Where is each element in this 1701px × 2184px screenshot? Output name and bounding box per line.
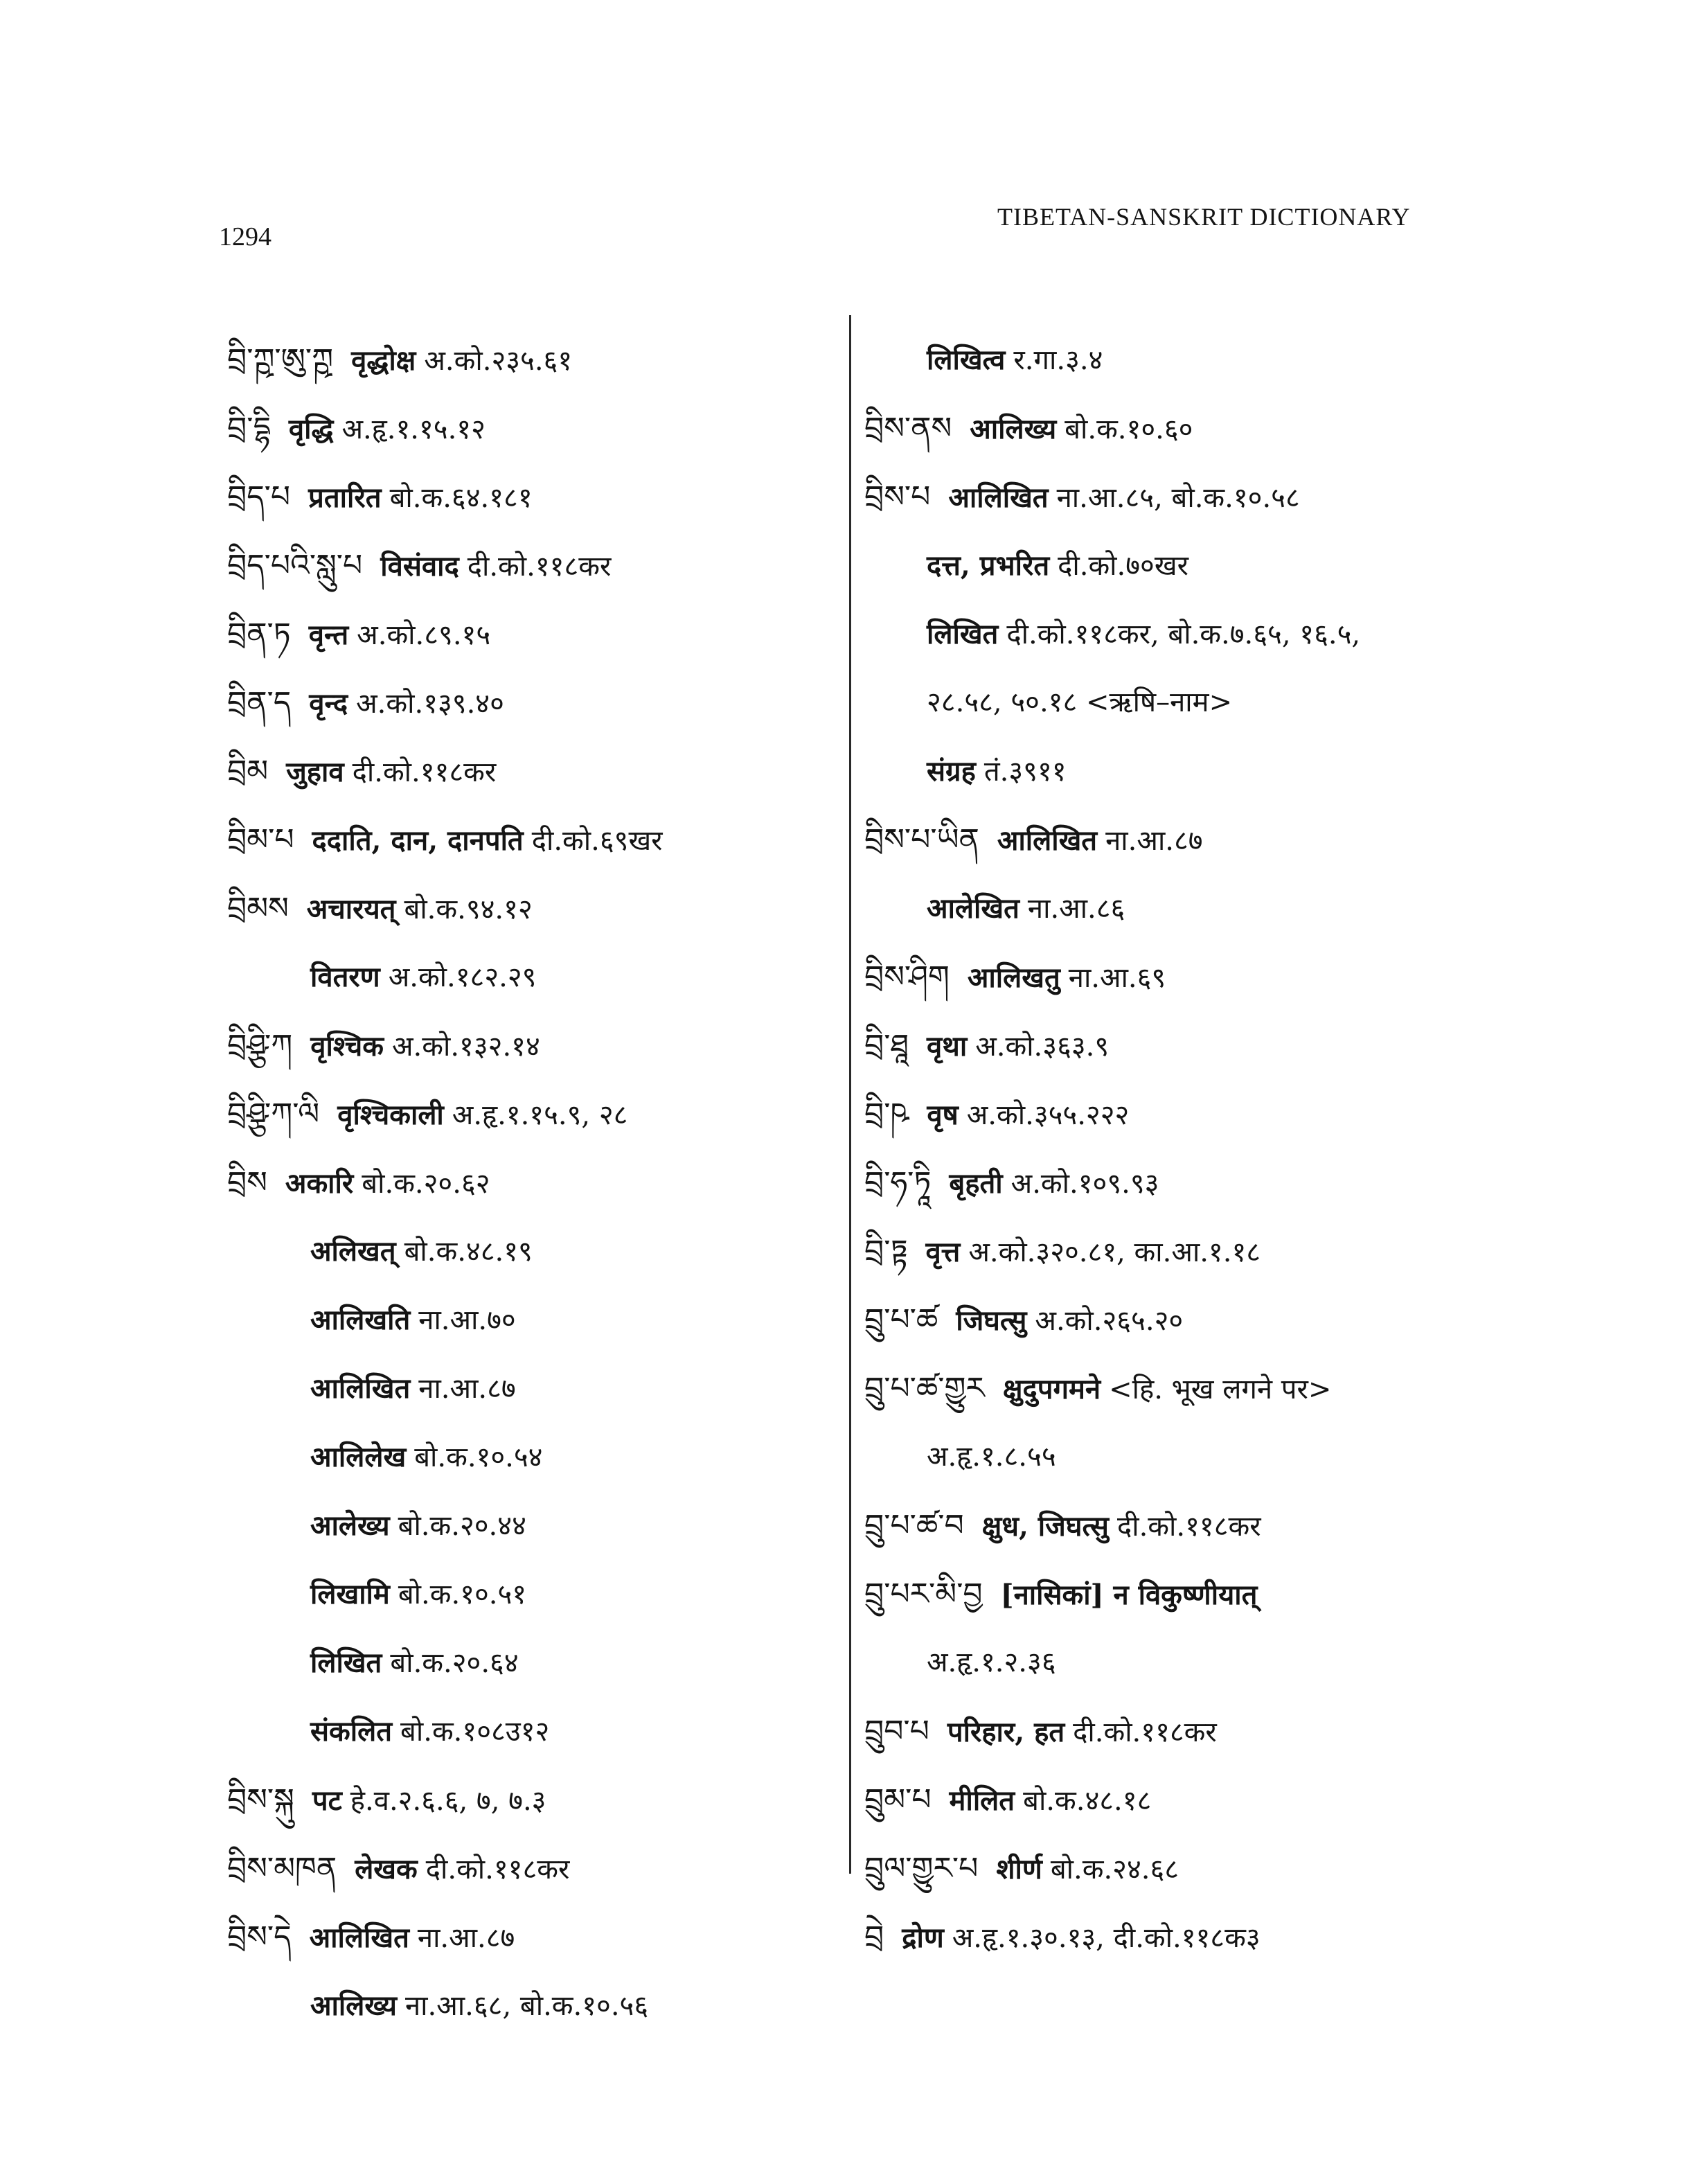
tibetan-headword: བྲིས་སྐུ <box>227 1782 294 1818</box>
sanskrit-term: आलिखित <box>997 824 1098 857</box>
source-reference: अ.को.२६५.२० <box>1035 1305 1184 1337</box>
dictionary-entry <box>227 531 837 600</box>
dictionary-entry <box>227 943 837 1011</box>
tibetan-headword: བྲིས་པ <box>864 479 931 515</box>
sanskrit-term: आलिखित <box>309 1921 409 1954</box>
tibetan-headword: བྲིས་མཁན <box>227 1851 337 1886</box>
sanskrit-term: अकारि <box>285 1167 354 1200</box>
dictionary-entry <box>864 1834 1557 1903</box>
source-reference: बो.क.१०.५१ <box>398 1579 527 1610</box>
dictionary-entry <box>227 1217 837 1286</box>
source-reference: अ.को.८९.१५ <box>357 619 491 651</box>
dictionary-entry <box>864 1286 1557 1354</box>
source-reference: ना.आ.६९ <box>1068 962 1166 994</box>
tibetan-headword: བྲི་ཥ <box>864 1097 909 1132</box>
tibetan-headword: བྲིས <box>227 1165 267 1200</box>
source-reference: दी.को.७०खर <box>1058 550 1188 582</box>
dictionary-entry <box>864 531 1557 600</box>
sanskrit-term: बृहती <box>949 1167 1003 1200</box>
dictionary-entry <box>227 1834 837 1903</box>
dictionary-entry <box>227 1148 837 1217</box>
source-reference: र.गा.३.४ <box>1013 344 1103 376</box>
dictionary-entry <box>864 874 1557 943</box>
tibetan-headword: བྲི་དྷི <box>227 411 271 446</box>
sanskrit-term: आलिख्य <box>970 413 1057 445</box>
sanskrit-term: वृत्त <box>925 1236 961 1268</box>
dictionary-entry <box>864 1697 1557 1766</box>
dictionary-entry <box>864 600 1557 668</box>
dictionary-entry <box>864 1423 1557 1491</box>
right-column <box>864 326 1557 1971</box>
sanskrit-term: लिखित <box>927 618 999 650</box>
sanskrit-term: वृन्त <box>308 619 349 651</box>
sanskrit-term: जिघत्सु <box>956 1304 1027 1337</box>
tibetan-headword: བྲིཤྩི་ཀ་ལི <box>227 1097 320 1132</box>
source-reference: ना.आ.८७ <box>417 1922 515 1954</box>
source-reference: दी.को.११८कर <box>425 1854 570 1885</box>
sanskrit-term: जुहाव <box>286 756 344 788</box>
source-reference: अ.हृ.१.८.५५ <box>927 1441 1056 1473</box>
source-reference: दी.को.११८कर <box>1073 1716 1217 1748</box>
dictionary-entry <box>227 463 837 531</box>
tibetan-headword: བྲུ་པ་ཚ་བ <box>864 1508 964 1543</box>
dictionary-entry <box>864 737 1557 806</box>
sanskrit-term: वृष <box>927 1099 959 1131</box>
source-reference: बो.क.२४.६८ <box>1050 1854 1179 1885</box>
tibetan-headword: བྲི་ཧ་ཏཱི <box>864 1165 932 1200</box>
source-reference: दी.को.११८कर <box>467 551 612 583</box>
tibetan-headword: བྲུ་པར་མི་བྱ <box>864 1577 983 1612</box>
tibetan-headword: བྲེ <box>864 1919 884 1955</box>
dictionary-entry <box>227 600 837 668</box>
source-reference: अ.हृ.१.१५.१२ <box>341 414 486 445</box>
dictionary-entry <box>864 1354 1557 1423</box>
source-reference: बो.क.९४.१२ <box>404 894 533 925</box>
tibetan-headword: བྲིས་དེ <box>227 1919 292 1955</box>
source-reference: अ.को.१३९.४० <box>356 688 504 720</box>
source-reference: बो.क.२०.६२ <box>362 1168 490 1200</box>
dictionary-entry <box>227 1560 837 1628</box>
source-reference: <हि. भूख लगने पर> <box>1109 1374 1332 1405</box>
sanskrit-term: द्रोण <box>902 1921 944 1954</box>
sanskrit-term: वृश्चिकाली <box>337 1099 444 1131</box>
source-reference: अ.को.१०९.९३ <box>1010 1168 1159 1200</box>
dictionary-entry <box>864 943 1557 1011</box>
source-reference: दी.को.११८कर, बो.क.७.६५, १६.५, <box>1006 619 1361 650</box>
source-reference: दी.को.११८कर <box>352 756 497 788</box>
source-reference: ना.आ.६८, बो.क.१०.५६ <box>404 1990 649 2022</box>
tibetan-headword: བྲིན་ཏ <box>227 616 291 652</box>
dictionary-entry <box>864 394 1557 463</box>
source-reference: अ.को.३५५.२२२ <box>966 1099 1130 1131</box>
tibetan-headword: བྲིན་ད <box>227 685 292 720</box>
dictionary-entry <box>227 1628 837 1697</box>
sanskrit-term: लिखित्व <box>927 344 1006 376</box>
dictionary-entry <box>864 668 1557 737</box>
dictionary-entry <box>227 1971 837 2040</box>
sanskrit-term: वृद्धोक्ष <box>351 344 416 377</box>
sanskrit-term: विसंवाद <box>380 550 459 583</box>
dictionary-entry <box>227 1903 837 1971</box>
dictionary-entry <box>227 737 837 806</box>
tibetan-headword: བྲུ་པ་ཚ <box>864 1302 938 1338</box>
dictionary-entry <box>864 806 1557 874</box>
tibetan-headword: བྲི་ཏྟ <box>864 1234 908 1269</box>
sanskrit-term: वृद्धि <box>288 413 334 445</box>
source-reference: ना.आ.८६ <box>1027 893 1125 925</box>
tibetan-headword: བྲིམས <box>227 891 289 926</box>
sanskrit-term: मीलित <box>949 1784 1015 1817</box>
source-reference: अ.हृ.१.२.३६ <box>927 1646 1056 1678</box>
dictionary-entry <box>864 326 1557 394</box>
tibetan-headword: བྲིས་པ་ཡིན <box>864 822 979 858</box>
source-reference: बो.क.१०८उ१२ <box>400 1716 550 1748</box>
tibetan-headword: བྲུ་པ་ཚ་གྱུར <box>864 1371 985 1406</box>
sanskrit-term: [नासिकां] न विकुष्णीयात् <box>1000 1579 1258 1611</box>
source-reference: अ.को.१३२.१४ <box>391 1031 540 1063</box>
source-reference: दी.को.६९खर <box>531 825 663 857</box>
tibetan-headword: བྲིཤྩི་ཀ <box>227 1028 293 1063</box>
dictionary-entry <box>227 806 837 874</box>
tibetan-headword: བྲུབ་པ <box>864 1714 929 1749</box>
dictionary-entry <box>227 1697 837 1766</box>
sanskrit-term: वृश्चिक <box>310 1030 384 1063</box>
source-reference: दी.को.११८कर <box>1116 1511 1261 1543</box>
dictionary-entry <box>227 1080 837 1148</box>
sanskrit-term: वितरण <box>310 961 380 993</box>
left-column <box>227 326 837 2040</box>
sanskrit-term: लेखक <box>355 1853 418 1885</box>
source-reference: अ.हृ.१.१५.९, २८ <box>452 1099 628 1131</box>
tibetan-headword: བྲིམ <box>227 754 269 789</box>
dictionary-entry <box>864 1628 1557 1697</box>
sanskrit-term: क्षुध, जिघत्सु <box>981 1510 1109 1543</box>
sanskrit-term: अलिखत् <box>310 1235 396 1268</box>
dictionary-entry <box>227 1354 837 1423</box>
dictionary-entry <box>227 394 837 463</box>
tibetan-headword: བྲིམ་པ <box>227 822 294 858</box>
source-reference: २८.५८, ५०.१८ <ऋषि–नाम> <box>927 686 1233 718</box>
sanskrit-term: आलिलेख <box>310 1441 407 1473</box>
source-reference: बो.क.६४.१८१ <box>389 482 533 514</box>
source-reference: ना.आ.८७ <box>1105 825 1203 857</box>
tibetan-headword: བྲུམ་པ <box>864 1782 932 1818</box>
tibetan-headword: བྲིས་ནས <box>864 411 952 446</box>
sanskrit-term: आलिख्य <box>310 1989 397 2022</box>
dictionary-entry <box>227 668 837 737</box>
source-reference: बो.क.४८.१९ <box>404 1236 533 1268</box>
dictionary-entry <box>227 1423 837 1491</box>
sanskrit-term: पट <box>312 1784 342 1817</box>
dictionary-entry <box>227 1491 837 1560</box>
dictionary-entry <box>227 1286 837 1354</box>
dictionary-entry <box>864 1903 1557 1971</box>
dictionary-entry <box>864 1766 1557 1834</box>
tibetan-headword: བྲི་ཐཱ <box>864 1028 909 1063</box>
source-reference: अ.को.१८२.२९ <box>388 961 537 993</box>
source-reference: बो.क.२०.४४ <box>398 1510 526 1542</box>
tibetan-headword: བྲི་ཀྵ་ཨུ་ཀྵ <box>227 342 334 378</box>
dictionary-entry <box>227 874 837 943</box>
source-reference: अ.को.३६३.९ <box>975 1031 1110 1063</box>
sanskrit-term: आलिखित <box>310 1372 411 1405</box>
source-reference: बो.क.२०.६४ <box>390 1647 519 1679</box>
sanskrit-term: ददाति, दान, दानपति <box>312 824 524 857</box>
tibetan-headword: བྲིས་ཤིག <box>864 959 950 995</box>
dictionary-entry <box>227 1766 837 1834</box>
sanskrit-term: संग्रह <box>927 755 976 788</box>
source-reference: ना.आ.७० <box>418 1304 516 1336</box>
sanskrit-term: प्रतारित <box>308 481 382 514</box>
dictionary-entry <box>864 1080 1557 1148</box>
sanskrit-term: वृथा <box>927 1030 968 1063</box>
source-reference: बो.क.१०.५४ <box>414 1441 543 1473</box>
sanskrit-term: शीर्ण <box>996 1853 1042 1885</box>
source-reference: ना.आ.८५, बो.क.१०.५८ <box>1056 482 1300 514</box>
dictionary-entry <box>864 1217 1557 1286</box>
source-reference: अ.को.३२०.८१, का.आ.१.१८ <box>968 1236 1261 1268</box>
sanskrit-term: लिखित <box>310 1646 382 1679</box>
sanskrit-term: लिखामि <box>310 1578 390 1610</box>
dictionary-entry <box>864 463 1557 531</box>
running-title: TIBETAN-SANSKRIT DICTIONARY <box>997 203 1411 231</box>
dictionary-entry <box>227 1011 837 1080</box>
sanskrit-term: संकलित <box>310 1715 393 1748</box>
source-reference: बो.क.१०.६० <box>1065 414 1193 445</box>
sanskrit-term: दत्त, प्रभरित <box>927 549 1050 582</box>
sanskrit-term: आलेख्य <box>310 1509 390 1542</box>
sanskrit-term: अचारयत् <box>306 893 396 925</box>
dictionary-entry <box>864 1560 1557 1628</box>
sanskrit-term: वृन्द <box>309 687 348 720</box>
source-reference: अ.हृ.१.३०.१३, दी.को.११८क३ <box>952 1922 1261 1954</box>
source-reference: बो.क.४८.१८ <box>1023 1785 1152 1817</box>
sanskrit-term: क्षुदुपगमने <box>1002 1373 1101 1405</box>
tibetan-headword: བྲིད་པ <box>227 479 291 515</box>
sanskrit-term: आलिखतु <box>967 961 1060 994</box>
dictionary-entry <box>864 1011 1557 1080</box>
tibetan-headword: བྲིད་པའི་སླུ་པ <box>227 548 363 583</box>
sanskrit-term: आलेखित <box>927 892 1019 925</box>
column-rule <box>849 315 851 1874</box>
dictionary-entry <box>227 326 837 394</box>
page-number: 1294 <box>219 222 271 251</box>
source-reference: हे.व.२.६.६, ७, ७.३ <box>350 1785 546 1817</box>
sanskrit-term: आलिखित <box>948 481 1049 514</box>
sanskrit-term: परिहार, हत <box>947 1716 1065 1748</box>
dictionary-entry <box>864 1148 1557 1217</box>
source-reference: अ.को.२३५.६१ <box>424 345 573 377</box>
source-reference: ना.आ.८७ <box>418 1373 516 1405</box>
dictionary-entry <box>864 1491 1557 1560</box>
tibetan-headword: བྲུལ་གྱུར་པ <box>864 1851 979 1886</box>
sanskrit-term: आलिखति <box>310 1304 411 1336</box>
source-reference: तं.३९११ <box>983 756 1067 788</box>
